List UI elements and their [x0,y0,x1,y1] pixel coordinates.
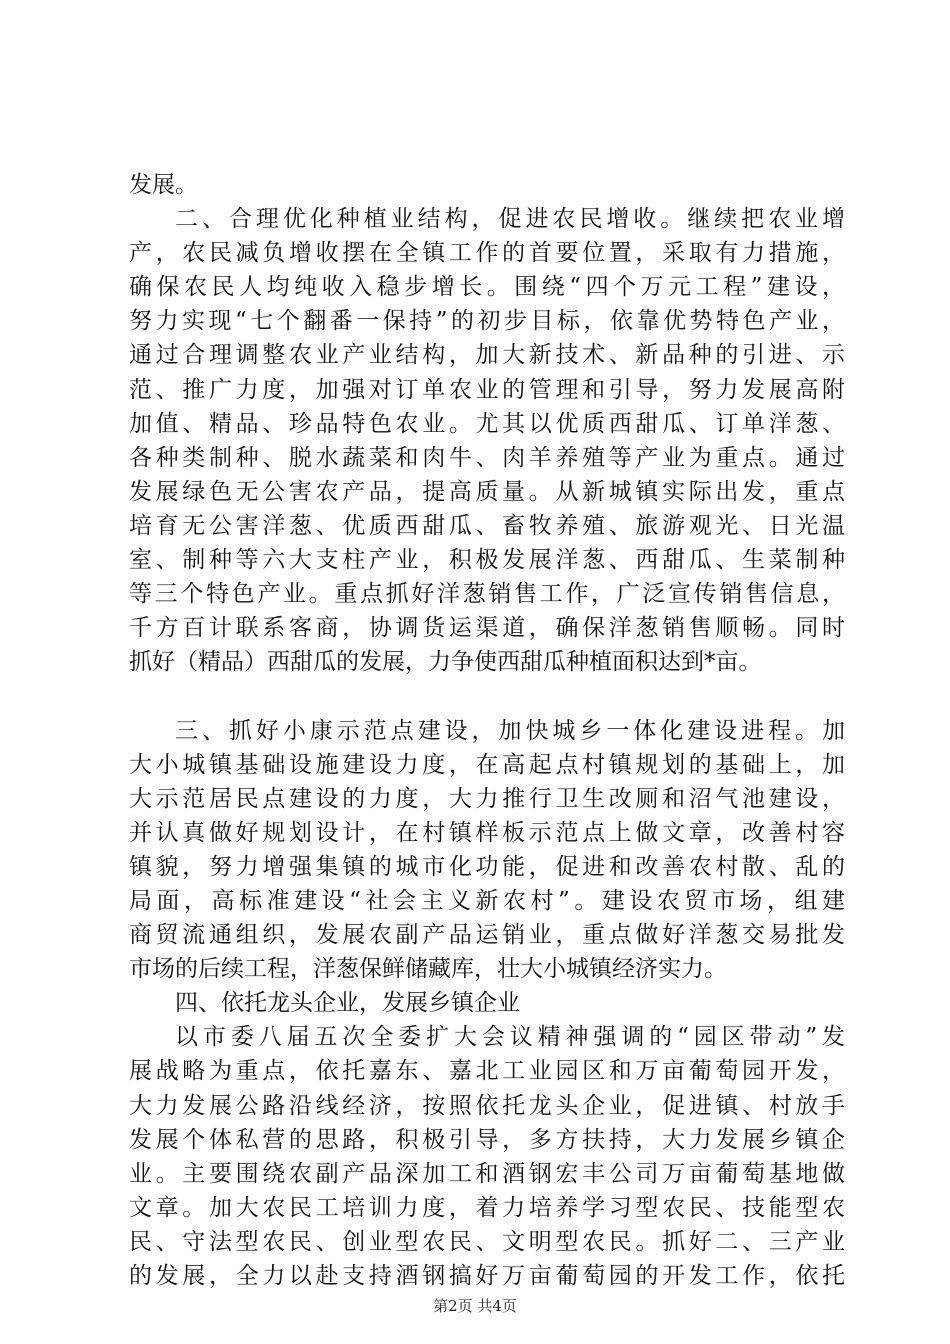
text-line: 以市委八届五次全委扩大会议精神强调的“园区带动”发 [175,1024,845,1051]
text-line: 各种类制种、脱水蔬菜和肉牛、肉羊养殖等产业为重点。通过 [129,444,845,471]
text-line: 民、守法型农民、创业型农民、文明型农民。抓好二、三产业 [129,1228,845,1255]
text-line: 确保农民人均纯收入稳步增长。围绕“四个万元工程”建设， [129,274,845,301]
text-line: 市场的后续工程，洋葱保鲜储藏库，壮大小城镇经济实力。 [129,956,727,983]
paragraph [129,1020,845,1293]
text-line: 发展绿色无公害农产品，提高质量。从新城镇实际出发，重点 [129,478,845,505]
text-line: 大小城镇基础设施建设力度，在高起点村镇规划的基础上，加 [129,751,845,778]
blank-line [129,679,845,713]
text-line: 发展。 [129,172,198,198]
text-line: 范、推广力度，加强对订单农业的管理和引导，努力发展高附 [129,376,845,403]
text-line: 努力实现“七个翻番一保持”的初步目标，依靠优势特色产业， [129,308,845,335]
text-line: 局面，高标准建设“社会主义新农村”。建设农贸市场，组建 [129,887,845,914]
text-line: 四、依托龙头企业，发展乡镇企业 [175,990,520,1017]
text-line: 抓好（精品）西甜瓜的发展，力争使西甜瓜种植面积达到*亩。 [129,649,762,676]
text-line: 加值、精品、珍品特色农业。尤其以优质西甜瓜、订单洋葱、 [129,410,845,437]
paragraph [129,202,845,679]
text-line: 大示范居民点建设的力度，大力推行卫生改厕和沼气池建设， [129,785,845,812]
paragraph [129,986,845,1020]
text-line: 商贸流通组织，发展农副产品运销业，重点做好洋葱交易批发 [129,922,845,949]
text-line: 千方百计联系客商，协调货运渠道，确保洋葱销售顺畅。同时 [129,615,845,642]
text-line: 室、制种等六大支柱产业，积极发展洋葱、西甜瓜、生菜制种 [129,547,845,574]
document-body [129,168,845,1293]
paragraph [129,168,845,202]
text-line: 镇貌，努力增强集镇的城市化功能，促进和改善农村散、乱的 [129,853,845,880]
text-line: 的发展，全力以赴支持酒钢搞好万亩葡萄园的开发工作，依托 [129,1263,845,1289]
text-line: 等三个特色产业。重点抓好洋葱销售工作，广泛宣传销售信息， [129,581,845,608]
text-line: 产，农民减负增收摆在全镇工作的首要位置，采取有力措施， [129,240,845,267]
text-line: 培育无公害洋葱、优质西甜瓜、畜牧养殖、旅游观光、日光温 [129,512,845,539]
text-line: 展战略为重点，依托嘉东、嘉北工业园区和万亩葡萄园开发， [129,1058,845,1085]
text-line: 通过合理调整农业产业结构，加大新技术、新品种的引进、示 [129,342,845,369]
paragraph [129,714,845,987]
page-footer: 第2页 共4页 [433,1297,517,1315]
text-line: 大力发展公路沿线经济，按照依托龙头企业，促进镇、村放手 [129,1092,845,1119]
text-line: 二、合理优化种植业结构，促进农民增收。继续把农业增 [175,206,845,233]
text-line: 并认真做好规划设计，在村镇样板示范点上做文章，改善村容 [129,819,845,846]
text-line: 文章。加大农民工培训力度，着力培养学习型农民、技能型农 [129,1194,845,1221]
text-line: 三、抓好小康示范点建设，加快城乡一体化建设进程。加 [175,717,845,744]
text-line: 发展个体私营的思路，积极引导，多方扶持，大力发展乡镇企 [129,1126,845,1153]
text-line: 业。主要围绕农副产品深加工和酒钢宏丰公司万亩葡萄基地做 [129,1160,845,1187]
